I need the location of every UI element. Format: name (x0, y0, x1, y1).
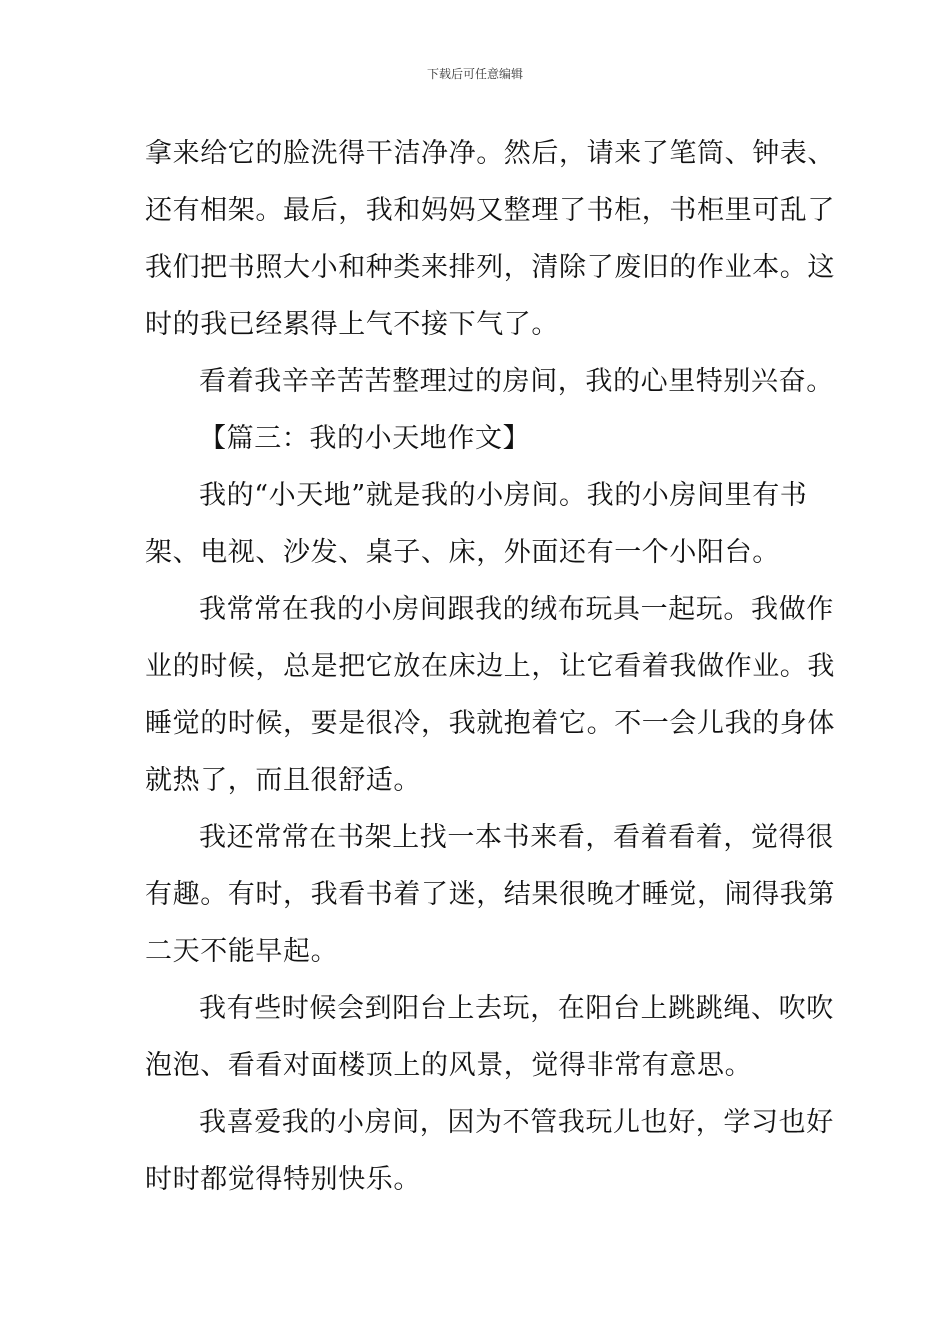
text-line: 泡泡、看看对面楼顶上的风景，觉得非常有意思。 (145, 1050, 753, 1081)
text-line: 我还常常在书架上找一本书来看，看着看着，觉得很 (199, 822, 834, 853)
text-line: 我们把书照大小和种类来排列，清除了废旧的作业本。这 (145, 252, 835, 283)
text-line: 时的我已经累得上气不接下气了。 (145, 309, 559, 340)
text-line: 看着我辛辛苦苦整理过的房间，我的心里特别兴奋。 (199, 366, 834, 397)
text-line: 二天不能早起。 (145, 936, 339, 967)
text-line: 我常常在我的小房间跟我的绒布玩具一起玩。我做作 (199, 594, 834, 625)
section-heading: 【篇三：我的小天地作文】 (199, 423, 531, 454)
text-line: 业的时候，总是把它放在床边上，让它看着我做作业。我 (145, 651, 835, 682)
text-line: 就热了，而且很舒适。 (145, 765, 421, 796)
text-line: 我喜爱我的小房间，因为不管我玩儿也好，学习也好 (199, 1107, 834, 1138)
text-line: 架、电视、沙发、桌子、床，外面还有一个小阳台。 (145, 537, 780, 568)
page-header: 下载后可任意编辑 (426, 67, 523, 81)
text-line: 拿来给它的脸洗得干洁净净。然后，请来了笔筒、钟表、 (145, 138, 835, 169)
document-body (145, 125, 835, 1208)
text-line: 我有些时候会到阳台上去玩，在阳台上跳跳绳、吹吹 (199, 993, 834, 1024)
text-line: 还有相架。最后，我和妈妈又整理了书柜，书柜里可乱了 (145, 195, 835, 226)
text-line: 我的“小天地”就是我的小房间。我的小房间里有书 (199, 480, 808, 511)
text-line: 时时都觉得特别快乐。 (145, 1164, 421, 1195)
text-line: 有趣。有时，我看书着了迷，结果很晚才睡觉，闹得我第 (145, 879, 835, 910)
text-line: 睡觉的时候，要是很冷，我就抱着它。不一会儿我的身体 (145, 708, 835, 739)
